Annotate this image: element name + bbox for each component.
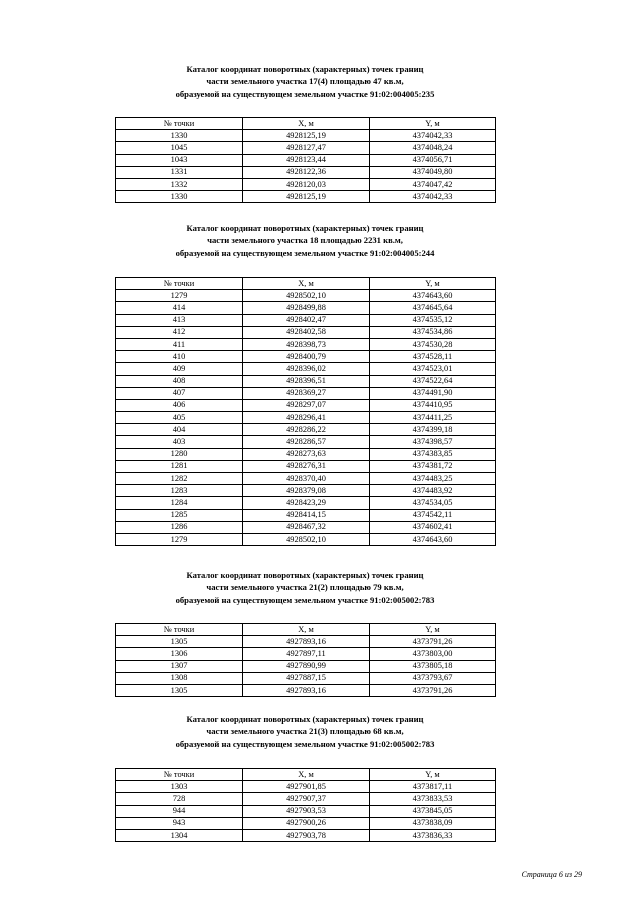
catalog-section-21-2 [115, 569, 495, 695]
table-row [116, 154, 496, 166]
cell-y: 4374410,95 [370, 399, 496, 411]
table-row [116, 521, 496, 533]
cell-y: 4374381,72 [370, 460, 496, 472]
header-x: X, м [243, 278, 370, 290]
catalog-title [115, 569, 495, 606]
cell-x: 4928396,51 [243, 375, 370, 387]
cell-x: 4928369,27 [243, 387, 370, 399]
header-point-number: № точки [116, 769, 243, 781]
catalog-title [115, 713, 495, 750]
cell-x: 4928379,08 [243, 485, 370, 497]
cell-x: 4928396,02 [243, 363, 370, 375]
cell-y: 4374399,18 [370, 424, 496, 436]
cell-x: 4928125,19 [243, 130, 370, 142]
cell-x: 4928120,03 [243, 178, 370, 190]
table-row [116, 509, 496, 521]
table-row [116, 817, 496, 829]
cell-point-number: 1284 [116, 497, 243, 509]
cell-y: 4373836,33 [370, 829, 496, 841]
cell-point-number: 1279 [116, 290, 243, 302]
cell-x: 4927903,78 [243, 829, 370, 841]
cell-x: 4928467,32 [243, 521, 370, 533]
table-header-row [116, 278, 496, 290]
cell-y: 4374042,33 [370, 130, 496, 142]
cell-x: 4928273,63 [243, 448, 370, 460]
table-row [116, 533, 496, 545]
cell-point-number: 1043 [116, 154, 243, 166]
cell-y: 4374528,11 [370, 351, 496, 363]
cell-y: 4374398,57 [370, 436, 496, 448]
cell-y: 4373838,09 [370, 817, 496, 829]
cell-x: 4928423,29 [243, 497, 370, 509]
cell-point-number: 1283 [116, 485, 243, 497]
cell-x: 4928502,10 [243, 290, 370, 302]
cell-point-number: 414 [116, 302, 243, 314]
cell-x: 4927900,26 [243, 817, 370, 829]
table-row [116, 363, 496, 375]
page-number: Страница 6 из 29 [521, 870, 582, 879]
table-row [116, 351, 496, 363]
header-point-number: № точки [116, 624, 243, 636]
table-row [116, 485, 496, 497]
table-header-row [116, 624, 496, 636]
table-row [116, 399, 496, 411]
header-x: X, м [243, 769, 370, 781]
table-row [116, 460, 496, 472]
cell-y: 4374535,12 [370, 314, 496, 326]
cell-point-number: 406 [116, 399, 243, 411]
table-row [116, 302, 496, 314]
table-row [116, 684, 496, 696]
catalog-section-17-4 [115, 63, 495, 201]
cell-y: 4373793,67 [370, 672, 496, 684]
cell-y: 4374383,85 [370, 448, 496, 460]
title-line: части земельного участка 17(4) площадью 47 кв.м, [206, 76, 404, 87]
cell-y: 4374411,25 [370, 412, 496, 424]
table-row [116, 191, 496, 203]
cell-point-number: 1330 [116, 130, 243, 142]
cell-x: 4928276,31 [243, 460, 370, 472]
table-row [116, 412, 496, 424]
cell-x: 4928122,36 [243, 166, 370, 178]
cell-x: 4927893,16 [243, 636, 370, 648]
cell-point-number: 405 [116, 412, 243, 424]
cell-y: 4374534,86 [370, 326, 496, 338]
table-row [116, 636, 496, 648]
cell-point-number: 1307 [116, 660, 243, 672]
cell-point-number: 1304 [116, 829, 243, 841]
cell-point-number: 403 [116, 436, 243, 448]
title-line: образуемой на существующем земельном участке 91:02:005002:783 [175, 738, 435, 749]
cell-point-number: 1303 [116, 781, 243, 793]
title-line: части земельного участка 21(2) площадью 79 кв.м, [206, 582, 404, 593]
table-row [116, 660, 496, 672]
title-line: части земельного участка 21(3) площадью 68 кв.м, [206, 726, 404, 737]
cell-y: 4374645,64 [370, 302, 496, 314]
cell-point-number: 1305 [116, 636, 243, 648]
table-row [116, 829, 496, 841]
cell-x: 4927893,16 [243, 684, 370, 696]
cell-y: 4374534,05 [370, 497, 496, 509]
coordinates-table [115, 623, 496, 697]
cell-point-number: 943 [116, 817, 243, 829]
cell-x: 4927907,37 [243, 793, 370, 805]
cell-y: 4374483,25 [370, 473, 496, 485]
cell-point-number: 1332 [116, 178, 243, 190]
cell-point-number: 1330 [116, 191, 243, 203]
cell-y: 4374491,90 [370, 387, 496, 399]
table-row [116, 424, 496, 436]
cell-y: 4374522,64 [370, 375, 496, 387]
cell-x: 4928123,44 [243, 154, 370, 166]
table-header-row [116, 118, 496, 130]
table-row [116, 448, 496, 460]
table-row [116, 130, 496, 142]
cell-x: 4928402,58 [243, 326, 370, 338]
table-row [116, 142, 496, 154]
title-line: образуемой на существующем земельном участке 91:02:004005:235 [175, 88, 435, 99]
table-row [116, 314, 496, 326]
title-line: образуемой на существующем земельном участке 91:02:004005:244 [175, 247, 435, 258]
cell-point-number: 1045 [116, 142, 243, 154]
table-row [116, 375, 496, 387]
header-point-number: № точки [116, 118, 243, 130]
cell-y: 4374049,80 [370, 166, 496, 178]
cell-x: 4927887,15 [243, 672, 370, 684]
cell-y: 4373805,18 [370, 660, 496, 672]
cell-point-number: 1331 [116, 166, 243, 178]
cell-x: 4928125,19 [243, 191, 370, 203]
cell-point-number: 1308 [116, 672, 243, 684]
table-row [116, 793, 496, 805]
table-row [116, 473, 496, 485]
table-row [116, 326, 496, 338]
cell-x: 4928286,22 [243, 424, 370, 436]
cell-y: 4374047,42 [370, 178, 496, 190]
table-row [116, 672, 496, 684]
header-y: Y, м [370, 278, 496, 290]
table-row [116, 781, 496, 793]
cell-x: 4928499,88 [243, 302, 370, 314]
table-row [116, 436, 496, 448]
cell-y: 4373803,00 [370, 648, 496, 660]
cell-point-number: 1279 [116, 533, 243, 545]
cell-x: 4928502,10 [243, 533, 370, 545]
cell-point-number: 412 [116, 326, 243, 338]
cell-point-number: 404 [116, 424, 243, 436]
cell-point-number: 1286 [116, 521, 243, 533]
cell-point-number: 728 [116, 793, 243, 805]
table-row [116, 497, 496, 509]
cell-y: 4374530,28 [370, 338, 496, 350]
table-row [116, 290, 496, 302]
cell-x: 4928370,40 [243, 473, 370, 485]
title-line: Каталог координат поворотных (характерных) точек границ [186, 570, 424, 580]
cell-y: 4374643,60 [370, 290, 496, 302]
cell-y: 4373791,26 [370, 684, 496, 696]
table-row [116, 648, 496, 660]
cell-y: 4374056,71 [370, 154, 496, 166]
cell-x: 4927890,99 [243, 660, 370, 672]
cell-point-number: 411 [116, 338, 243, 350]
cell-point-number: 413 [116, 314, 243, 326]
header-y: Y, м [370, 118, 496, 130]
header-point-number: № точки [116, 278, 243, 290]
cell-y: 4373833,53 [370, 793, 496, 805]
cell-y: 4374602,41 [370, 521, 496, 533]
title-line: части земельного участка 18 площадью 2231 кв.м, [207, 235, 403, 246]
cell-x: 4928296,41 [243, 412, 370, 424]
title-line: Каталог координат поворотных (характерных) точек границ [186, 714, 424, 724]
cell-x: 4928400,79 [243, 351, 370, 363]
title-line: Каталог координат поворотных (характерных) точек границ [186, 64, 424, 74]
table-row [116, 178, 496, 190]
cell-point-number: 410 [116, 351, 243, 363]
catalog-title [115, 222, 495, 259]
cell-y: 4373817,11 [370, 781, 496, 793]
cell-point-number: 1306 [116, 648, 243, 660]
cell-point-number: 408 [116, 375, 243, 387]
cell-point-number: 1281 [116, 460, 243, 472]
cell-y: 4374483,92 [370, 485, 496, 497]
cell-x: 4928297,07 [243, 399, 370, 411]
cell-point-number: 1305 [116, 684, 243, 696]
cell-point-number: 1282 [116, 473, 243, 485]
table-row [116, 387, 496, 399]
cell-x: 4928398,73 [243, 338, 370, 350]
cell-y: 4374643,60 [370, 533, 496, 545]
cell-x: 4928402,47 [243, 314, 370, 326]
cell-x: 4927897,11 [243, 648, 370, 660]
cell-x: 4928127,47 [243, 142, 370, 154]
table-row [116, 805, 496, 817]
title-line: образуемой на существующем земельном участке 91:02:005002:783 [175, 594, 435, 605]
cell-x: 4927903,53 [243, 805, 370, 817]
cell-y: 4374542,11 [370, 509, 496, 521]
table-header-row [116, 769, 496, 781]
cell-y: 4374048,24 [370, 142, 496, 154]
coordinates-table [115, 277, 496, 546]
cell-point-number: 409 [116, 363, 243, 375]
catalog-section-18 [115, 222, 495, 544]
cell-y: 4373845,05 [370, 805, 496, 817]
cell-point-number: 1285 [116, 509, 243, 521]
title-line: Каталог координат поворотных (характерных) точек границ [186, 223, 424, 233]
cell-point-number: 1280 [116, 448, 243, 460]
catalog-section-21-3 [115, 713, 495, 840]
header-y: Y, м [370, 769, 496, 781]
catalog-title [115, 63, 495, 100]
table-row [116, 166, 496, 178]
cell-point-number: 407 [116, 387, 243, 399]
cell-point-number: 944 [116, 805, 243, 817]
cell-x: 4927901,85 [243, 781, 370, 793]
coordinates-table [115, 117, 496, 203]
cell-x: 4928414,15 [243, 509, 370, 521]
cell-y: 4374042,33 [370, 191, 496, 203]
cell-y: 4373791,26 [370, 636, 496, 648]
header-x: X, м [243, 624, 370, 636]
header-x: X, м [243, 118, 370, 130]
cell-x: 4928286,57 [243, 436, 370, 448]
header-y: Y, м [370, 624, 496, 636]
coordinates-table [115, 768, 496, 842]
table-row [116, 338, 496, 350]
cell-y: 4374523,01 [370, 363, 496, 375]
